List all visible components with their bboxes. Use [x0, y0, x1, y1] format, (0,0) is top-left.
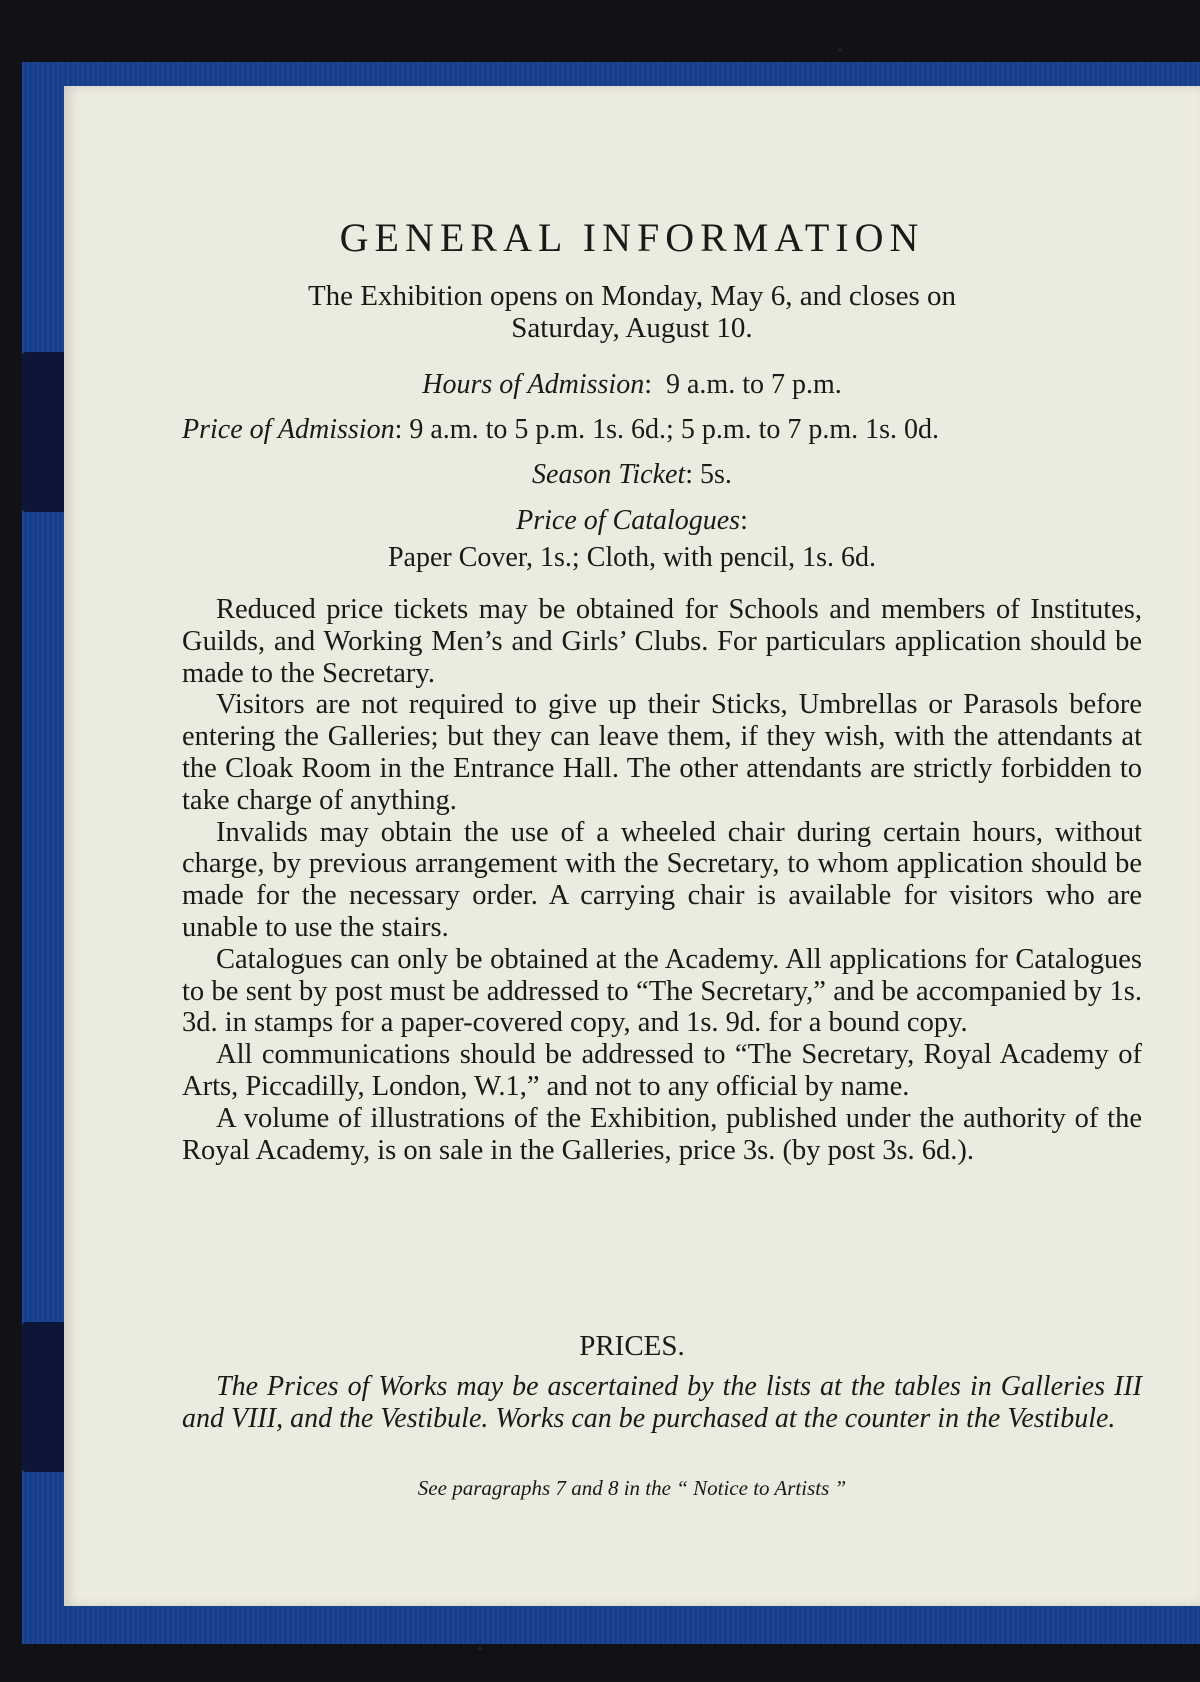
season-value: 5s.	[700, 459, 732, 490]
page-title: GENERAL INFORMATION	[339, 215, 925, 260]
price-label: Price of Admission	[182, 414, 395, 445]
catalogue-label: Price of Catalogues	[516, 505, 741, 536]
season-label: Season Ticket	[532, 459, 686, 490]
hours-of-admission: Hours of Admission: 9 a.m. to 7 p.m.	[422, 369, 842, 400]
price-value: 9 a.m. to 5 p.m. 1s. 6d.; 5 p.m. to 7 p.m. 1s. 0d.	[409, 414, 940, 445]
opening-line-1: The Exhibition opens on Monday, May 6, and closes on	[307, 280, 957, 312]
see-paragraphs-note: See paragraphs 7 and 8 in the “ Notice to Artists ”	[417, 1476, 847, 1500]
paragraph-catalogues: Catalogues can only be obtained at the Academy. All applications for Catalogues to be sent by post must be addressed to “The Secretary,” and be accompanied by 1s. 3d. in stamps for a paper-covered copy, and 1s. 9d. for a bound copy.	[182, 943, 1142, 1039]
paragraph-communications: All communications should be addressed to “The Secretary, Royal Academy of Arts, Piccadilly, London, W.1,” and not to any official by name.	[182, 1039, 1142, 1102]
opening-line-2: Saturday, August 10.	[511, 312, 753, 344]
prices-heading: PRICES.	[579, 1330, 685, 1362]
catalogue-price-heading: Price of Catalogues:	[516, 505, 748, 536]
paragraph-reduced-tickets: Reduced price tickets may be obtained for Schools and members of Institutes, Guilds, and Working Men’s and Girls’ Clubs. For particulars application should be made to the Secretary.	[182, 594, 1142, 689]
hours-label: Hours of Admission	[422, 369, 645, 400]
catalogue-price-value: Paper Cover, 1s.; Cloth, with pencil, 1s. 6d.	[387, 542, 877, 573]
information-body	[182, 594, 1142, 1166]
page	[64, 86, 1200, 1606]
hours-value: 9 a.m. to 7 p.m.	[665, 369, 842, 400]
paragraph-sticks-umbrellas: Visitors are not required to give up their Sticks, Umbrellas or Parasols before entering the Galleries; but they can leave them, if they wish, with the attendants at the Cloak Room in the Entrance Hall. The other attendants are strictly forbidden to take charge of anything.	[182, 689, 1142, 816]
price-of-admission: Price of Admission: 9 a.m. to 5 p.m. 1s. 6d.; 5 p.m. to 7 p.m. 1s. 0d.	[182, 414, 940, 445]
season-ticket: Season Ticket: 5s.	[532, 459, 732, 490]
prices-note: The Prices of Works may be ascertained by the lists at the tables in Galleries III and VIII, and the Vestibule. Works can be purchased at the counter in the Vestibule.	[182, 1371, 1142, 1434]
paragraph-invalids: Invalids may obtain the use of a wheeled chair during certain hours, without charge, by previous arrangement with the Secretary, to whom application should be made for the necessary order. A carrying chair is available for visitors who are unable to use the stairs.	[182, 816, 1142, 943]
opening-dates	[64, 280, 1200, 344]
paragraph-illustrations: A volume of illustrations of the Exhibition, published under the authority of the Royal Academy, is on sale in the Galleries, price 3s. (by post 3s. 6d.).	[182, 1102, 1142, 1166]
